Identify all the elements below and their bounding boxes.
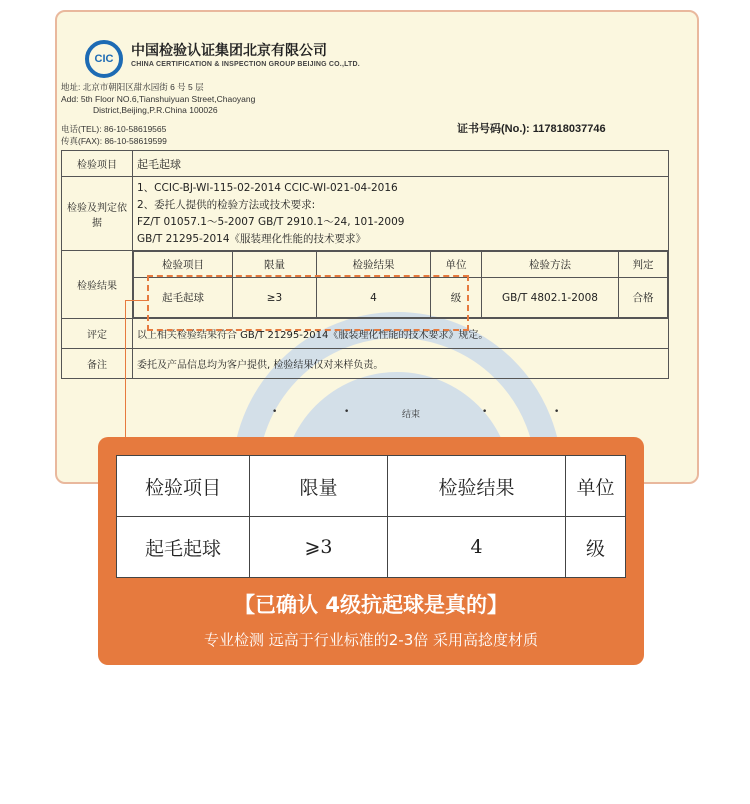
item-label: 检验项目 — [62, 151, 133, 177]
zoom-header: 限量 — [250, 456, 388, 517]
basis-line: GB/T 21295-2014《服装理化性能的技术要求》 — [137, 232, 367, 245]
zoom-panel — [98, 437, 644, 665]
address-en-line2: District,Beijing,P.R.China 100026 — [93, 105, 218, 115]
certificate-card: CIC 中国检验认证集团北京有限公司 CHINA CERTIFICATION & INSPECTION GROUP BEIJING CO.,LTD. 地址: 北京市朝阳区甜水园街 6 号 5 层 Add: 5th Floor NO.6,Tianshuiyuan Street,Chaoyang District,Beijing,P.R.China 100026 电话(TEL): 86-10-58619565 传真(FAX): 86-10-58619599 证书号码(No.): 117818037746 检验项目 起毛起球 检验及判定依据 1、CCIC-BJ-WI-115-02-2014 CCIC-WI-021-04-2016 2、委托人提供的检验方法或技术要求: FZ/T 01057.1～5-2007 GB/T 2910.1～24, 101-2009 GB/T 21295-2014《服装理化性能的技术要求》 检验结果 检验项目 限量 检验结果 单位 检验方法 判定 起毛起球 ≥3 4 级 GB/T 4802.1-2008 合格 评定 以上相关检验结果符合 GB/T 21295-2014《服装理化性能的技术要求》规定。 备注 委托及产品信息均为客户提供, 检验结果仅对来样负责。 • • 结束 • • — [55, 10, 699, 484]
result-value: 起毛起球 — [134, 278, 233, 318]
pointer-line-horizontal — [125, 300, 147, 301]
end-text: 结束 — [402, 410, 421, 420]
result-header: 检验方法 — [482, 252, 619, 278]
item-value: 起毛起球 — [133, 151, 669, 177]
result-header: 单位 — [431, 252, 482, 278]
certificate-table — [61, 150, 669, 379]
panel-title: 【已确认 4级抗起球是真的】 — [234, 593, 508, 617]
zoom-value: 级 — [566, 517, 626, 578]
result-value: 级 — [431, 278, 482, 318]
eval-text: 以上相关检验结果符合 GB/T 21295-2014《服装理化性能的技术要求》规定。 — [133, 319, 669, 349]
zoom-table — [116, 455, 626, 578]
address-en-line1: Add: 5th Floor NO.6,Tianshuiyuan Street,Chaoyang — [61, 94, 256, 104]
result-header: 检验项目 — [134, 252, 233, 278]
panel-subtitle: 专业检测 远高于行业标准的2-3倍 采用高捻度材质 — [203, 631, 539, 649]
basis-text — [133, 177, 669, 251]
zoom-value: 起毛起球 — [117, 517, 250, 578]
eval-label: 评定 — [62, 319, 133, 349]
zoom-value: ⩾3 — [250, 517, 388, 578]
tel: 电话(TEL): 86-10-58619565 — [61, 124, 167, 134]
address-cn: 地址: 北京市朝阳区甜水园街 6 号 5 层 — [61, 82, 204, 92]
zoom-value: 4 — [388, 517, 566, 578]
basis-line: 1、CCIC-BJ-WI-115-02-2014 CCIC-WI-021-04-2016 — [137, 181, 398, 194]
basis-line: FZ/T 01057.1～5-2007 GB/T 2910.1～24, 101-2009 — [137, 215, 405, 228]
basis-line: 2、委托人提供的检验方法或技术要求: — [137, 198, 316, 211]
ccic-logo-icon: CIC — [85, 40, 123, 78]
fax: 传真(FAX): 86-10-58619599 — [61, 136, 167, 146]
org-name-cn: 中国检验认证集团北京有限公司 — [131, 43, 327, 59]
result-value: 4 — [317, 278, 431, 318]
zoom-header: 检验项目 — [117, 456, 250, 517]
certificate-number: 证书号码(No.): 117818037746 — [457, 123, 606, 135]
zoom-header: 检验结果 — [388, 456, 566, 517]
result-label: 检验结果 — [62, 251, 133, 319]
zoom-header: 单位 — [566, 456, 626, 517]
result-header: 检验结果 — [317, 252, 431, 278]
result-header: 判定 — [619, 252, 668, 278]
result-value: 合格 — [619, 278, 668, 318]
result-value: GB/T 4802.1-2008 — [482, 278, 619, 318]
remark-text: 委托及产品信息均为客户提供, 检验结果仅对来样负责。 — [133, 349, 669, 379]
result-header: 限量 — [233, 252, 317, 278]
basis-label: 检验及判定依据 — [62, 177, 133, 251]
org-name-en: CHINA CERTIFICATION & INSPECTION GROUP BEIJING CO.,LTD. — [131, 61, 360, 68]
result-value: ≥3 — [233, 278, 317, 318]
highlight-dashed-box — [147, 275, 469, 331]
remark-label: 备注 — [62, 349, 133, 379]
